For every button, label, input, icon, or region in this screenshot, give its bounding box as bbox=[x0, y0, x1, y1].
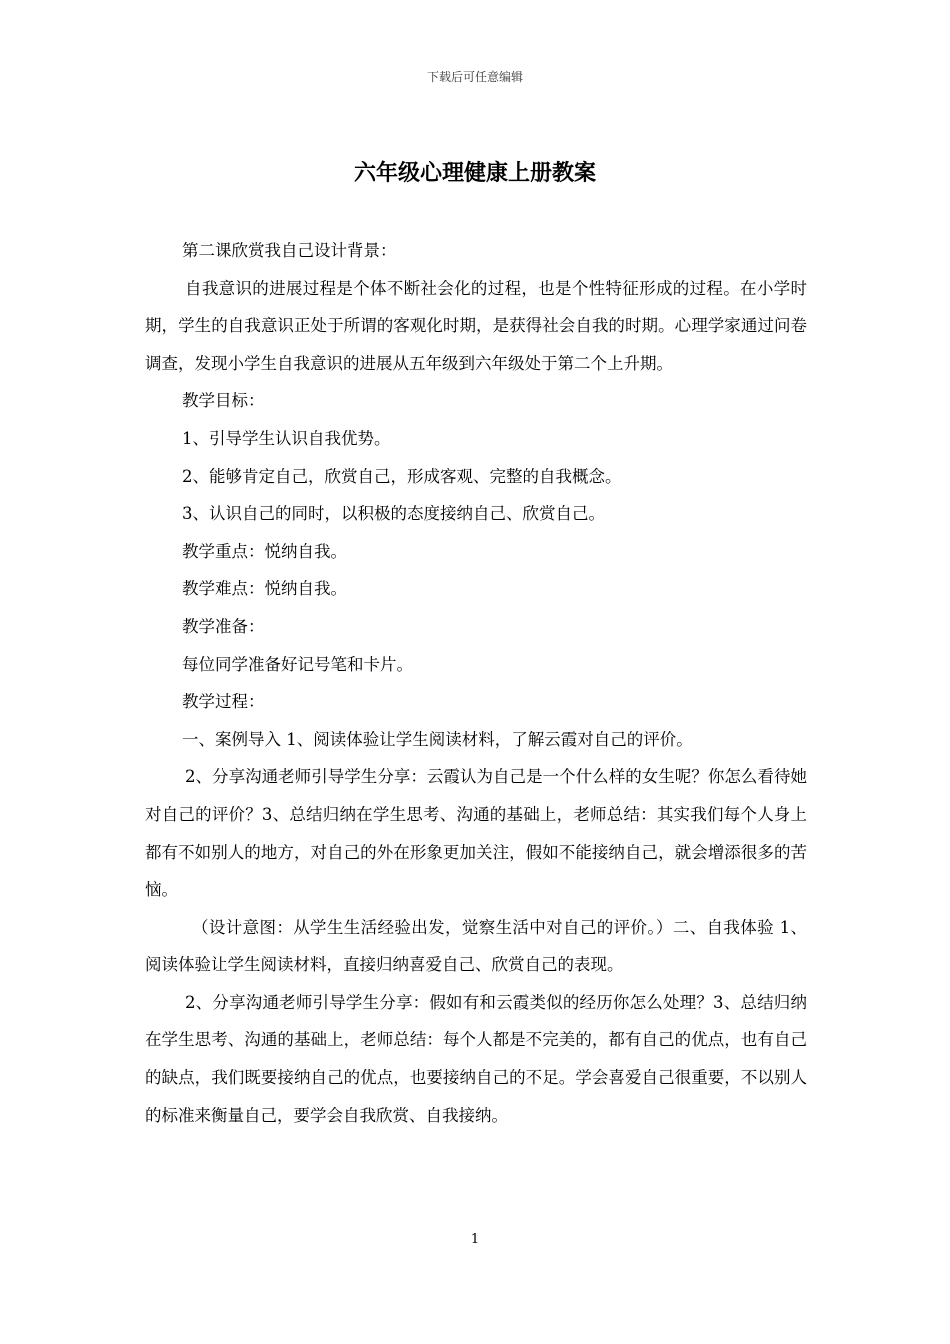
paragraph-preparation-heading: 教学准备： bbox=[182, 616, 265, 636]
paragraph-preparation-text: 每位同学准备好记号笔和卡片。 bbox=[182, 654, 413, 674]
paragraph-process-heading: 教学过程： bbox=[182, 692, 265, 712]
paragraph-case-intro: 一、案例导入 1、阅读体验让学生阅读材料，了解云霞对自己的评价。 bbox=[182, 729, 693, 749]
page-header-note: 下载后可任意编辑 bbox=[426, 70, 523, 84]
paragraph-background-text: 自我意识的进展过程是个体不断社会化的过程，也是个性特征形成的过程。在小学时期，学生的自我意识正处于所谓的客观化时期，是获得社会自我的时期。心理学家通过问卷调查，发现小学生自我意识的进展从五年级到六年级处于第二个上升期。 bbox=[145, 278, 807, 373]
paragraph-key-point: 教学重点：悦纳自我。 bbox=[182, 541, 347, 561]
document-body bbox=[145, 232, 807, 1134]
paragraph-objective-3: 3、认识自己的同时，以积极的态度接纳自己、欣赏自己。 bbox=[182, 504, 605, 524]
page-number: 1 bbox=[470, 1232, 480, 1247]
paragraph-objective-1: 1、引导学生认识自我优势。 bbox=[182, 428, 391, 448]
paragraph-lesson-background-heading: 第二课欣赏我自己设计背景： bbox=[182, 241, 397, 260]
document-title: 六年级心理健康上册教案 bbox=[353, 160, 596, 186]
paragraph-difficult-point: 教学难点：悦纳自我。 bbox=[182, 579, 347, 599]
paragraph-share-communicate-1: 2、分享沟通老师引导学生分享：云霞认为自己是一个什么样的女生呢？你怎么看待她对自己的评价？3、总结归纳在学生思考、沟通的基础上，老师总结：其实我们每个人身上都有不如别人的地方，对自己的外在形象更加关注，假如不能接纳自己，就会增添很多的苦恼。 bbox=[145, 767, 807, 900]
paragraph-objective-2: 2、能够肯定自己，欣赏自己，形成客观、完整的自我概念。 bbox=[182, 466, 622, 486]
paragraph-share-communicate-2: 2、分享沟通老师引导学生分享：假如有和云霞类似的经历你怎么处理？3、总结归纳在学生思考、沟通的基础上，老师总结：每个人都是不完美的，都有自己的优点，也有自己的缺点，我们既要接纳自己的优点，也要接纳自己的不足。学会喜爱自己很重要，不以别人的标准来衡量自己，要学会自我欣赏、自我接纳。 bbox=[145, 992, 807, 1125]
paragraph-design-intent: （设计意图：从学生生活经验出发，觉察生活中对自己的评价。）二、自我体验 1、阅读体验让学生阅读材料，直接归纳喜爱自己、欣赏自己的表现。 bbox=[145, 917, 807, 975]
paragraph-objectives-heading: 教学目标： bbox=[182, 391, 265, 411]
